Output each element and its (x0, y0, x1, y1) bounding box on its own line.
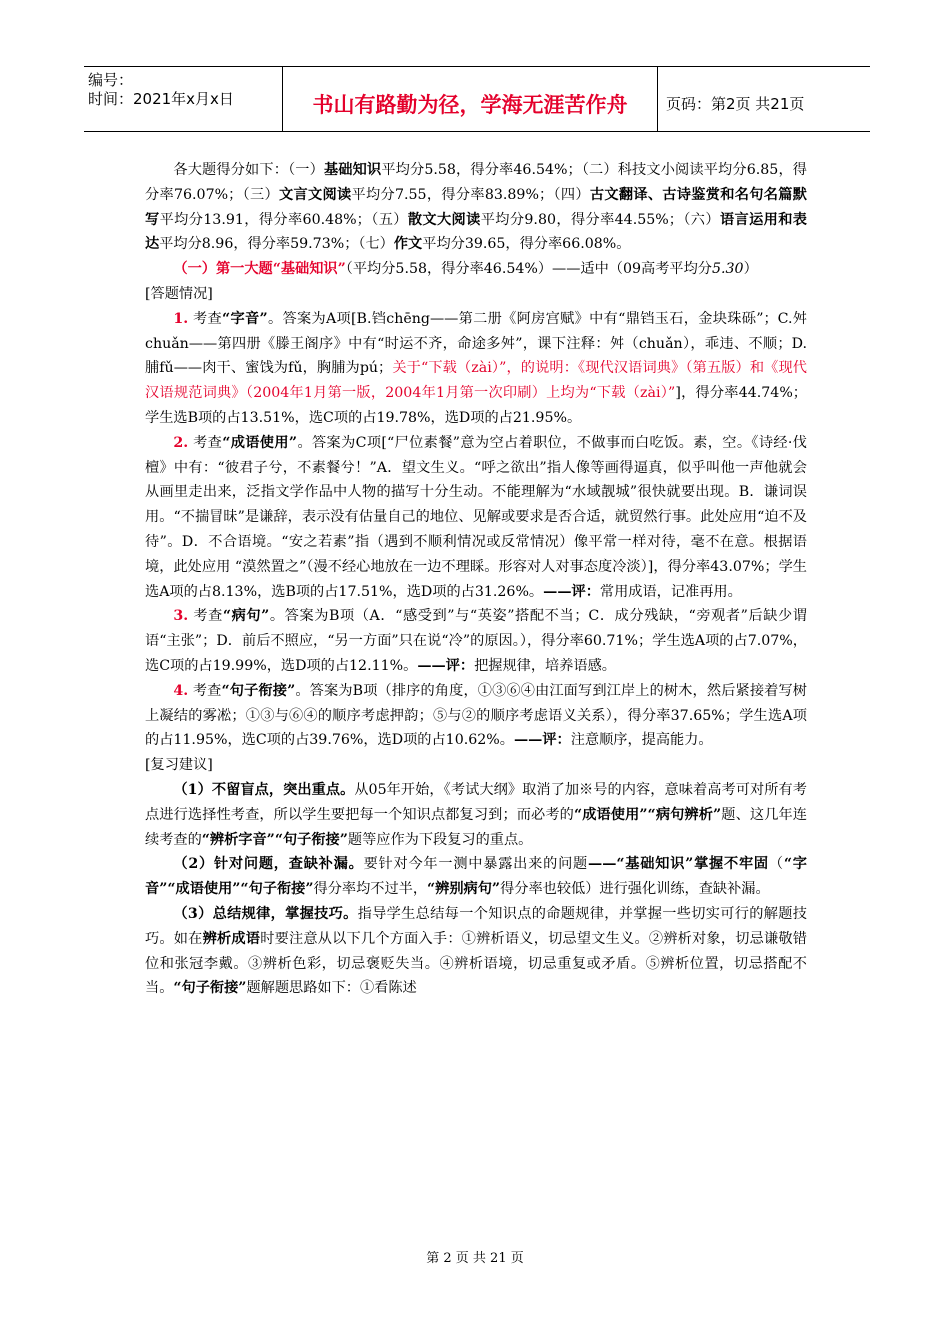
review-1: （1）不留盲点，突出重点。从05年开始，《考试大纲》取消了加※号的内容，意味着高考可对所有考点进行选择性考查，所以学生要把每一个知识点都复习到；而必考的“成语使用”“病句辨析”题、这几年连续考查的“辨析字音”“句子衔接”题等应作为下段复习的重点。 (145, 781, 807, 848)
header-meta (84, 67, 282, 135)
document-body (145, 158, 807, 1001)
review-2: （2）针对问题，查缺补漏。要针对今年一测中暴露出来的问题——“基础知识”掌握不牢固（“字音”“成语使用”“句子衔接”得分率均不过半，“辨别病句”得分率也较低）进行强化训练，查缺补漏。 (145, 856, 807, 898)
question-1: 1. 考查“字音”。答案为A项[B.铛chēng——第二册《阿房宫赋》中有“鼎铛玉石，金块珠砾”；C.舛chuǎn——第四册《滕王阁序》中有“时运不齐，命途多舛”，课下注释：舛（chuǎn），乖违、不顺；D.脯fǔ——肉干、蜜饯为fǔ，胸脯为pú；关于“下载（zài）”，的说明：《现代汉语词典》（第五版）和《现代汉语规范词典》（2004年1月第一版，2004年1月第一次印刷）上均为“下载（zài）”]，得分率44.74%；学生选B项的占13.51%，选C项的占19.78%，选D项的占21.95%。 (145, 310, 807, 426)
page-footer: 第 2 页 共 21 页 (426, 1251, 524, 1266)
header-motto: 书山有路勤为径，学海无涯苦作舟 (282, 67, 658, 131)
question-2: 2. 考查“成语使用”。答案为C项[“尸位素餐”意为空占着职位，不做事而白吃饭。素，空。《诗经·伐檀》中有：“彼君子兮，不素餐兮！”A．望文生义。“呼之欲出”指人像等画得逼真，似乎叫他一声他就会从画里走出来，泛指文学作品中人物的描写十分生动。不能理解为“水域靓城”很快就要出现。B．谦词误用。“不揣冒昧”是谦辞，表示没有估量自己的地位、见解或要求是否合适，就贸然行事。此处应用“迫不及待”。D．不合语境。“安之若素”指（遇到不顺利情况或反常情况）像平常一样对待，毫不在意。根据语境，此处应用 “漠然置之”（漫不经心地放在一边不理睬。形容对人对事态度冷淡）]，得分率43.07%；学生选A项的占8.13%，选B项的占17.51%，选D项的占31.26%。——评：常用成语，记准再用。 (145, 434, 807, 600)
date-label: 时间：2021年x月x日 (88, 90, 234, 108)
answer-heading: [答题情况] (145, 285, 213, 302)
review-3: （3）总结规律，掌握技巧。指导学生总结每一个知识点的命题规律，并掌握一些切实可行的解题技巧。如在辨析成语时要注意从以下几个方面入手：①辨析语义，切忌望文生义。②辨析对象，切忌谦敬错位和张冠李戴。③辨析色彩，切忌褒贬失当。④辨析语境，切忌重复或矛盾。⑤辨析位置，切忌搭配不当。“句子衔接”题解题思路如下：①看陈述 (145, 905, 807, 997)
section-title: （一）第一大题“基础知识”（平均分5.58，得分率46.54%）——适中（09高考平均分5.30） (173, 261, 758, 278)
header-page-label: 页码：第2页 共21页 (666, 94, 805, 113)
question-3: 3. 考查“病句”。答案为B项（A．“感受到”与“英姿”搭配不当；C．成分残缺，“旁观者”后缺少谓语“主张”；D．前后不照应，“另一方面”只在说“冷”的原因。），得分率60.71%；学生选A项的占7.07%，选C项的占19.99%，选D项的占12.11%。——评：把握规律，培养语感。 (145, 608, 807, 674)
review-heading: [复习建议] (145, 757, 213, 774)
page-header (84, 66, 870, 132)
code-label: 编号： (88, 71, 134, 89)
question-4: 4. 考查“句子衔接”。答案为B项（排序的角度，①③⑥④由江面写到江岸上的树木，然后紧接着写树上凝结的雾凇；①③与⑥④的顺序考虑押韵；⑤与②的顺序考虑语义关系），得分率37.65%；学生选A项的占11.95%，选C项的占39.76%，选D项的占10.62%。——评：注意顺序，提高能力。 (145, 682, 807, 749)
summary-paragraph: 各大题得分如下：（一）基础知识平均分5.58，得分率46.54%；（二）科技文小阅读平均分6.85，得分率76.07%；（三）文言文阅读平均分7.55，得分率83.89%；（四）古文翻译、古诗鉴赏和名句名篇默写平均分13.91，得分率60.48%；（五）散文大阅读平均分9.80，得分率44.55%；（六）语言运用和表达平均分8.96，得分率59.73%；（七）作文平均分39.65，得分率66.08%。 (145, 162, 807, 253)
